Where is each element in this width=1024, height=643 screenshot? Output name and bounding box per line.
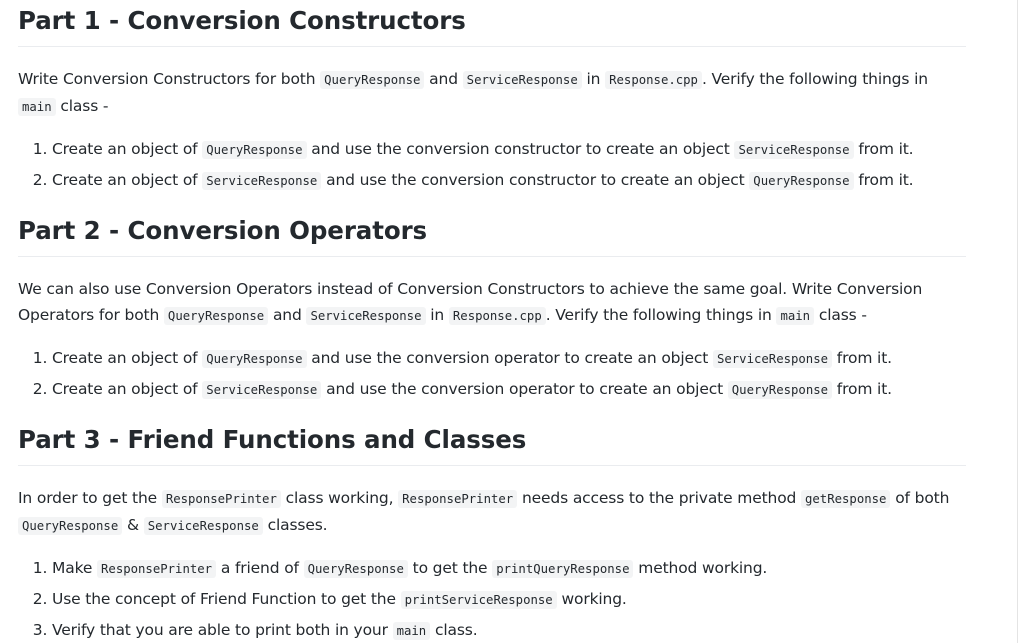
text-segment: Write Conversion Constructors for both bbox=[18, 70, 321, 88]
text-segment: class. bbox=[430, 621, 478, 639]
text-segment: from it. bbox=[853, 171, 914, 189]
list-item bbox=[52, 377, 966, 402]
code-query-response: QueryResponse bbox=[304, 560, 408, 578]
part1-list bbox=[18, 137, 966, 193]
text-segment: & bbox=[122, 515, 144, 534]
text-segment: in bbox=[425, 305, 449, 324]
text-segment: class working, bbox=[280, 489, 399, 507]
text-segment: a friend of bbox=[216, 559, 304, 577]
text-segment: classes. bbox=[262, 515, 328, 534]
text-segment: class - bbox=[814, 305, 867, 324]
code-main: main bbox=[18, 98, 56, 116]
text-segment: Create an object of bbox=[52, 349, 203, 367]
code-service-response: ServiceResponse bbox=[306, 307, 425, 325]
part1-paragraph bbox=[18, 67, 966, 120]
list-item bbox=[52, 168, 966, 193]
list-item bbox=[52, 587, 966, 612]
scrollbar[interactable] bbox=[1017, 0, 1024, 643]
text-segment: of both bbox=[890, 489, 950, 507]
part3-list bbox=[18, 556, 966, 643]
text-segment: and use the conversion constructor to create an object bbox=[321, 171, 750, 189]
heading-part3: Part 3 - Friend Functions and Classes bbox=[18, 423, 966, 466]
code-query-response: QueryResponse bbox=[18, 517, 122, 535]
list-item bbox=[52, 137, 966, 162]
text-segment: method working. bbox=[633, 559, 768, 577]
text-segment: Create an object of bbox=[52, 140, 203, 158]
code-response-cpp: Response.cpp bbox=[605, 71, 702, 89]
text-segment: and bbox=[424, 70, 463, 88]
text-segment: We can also use Conversion Operators instead of Conversion Constructors to achieve the same goal. Write Conversion Operators for both bbox=[18, 280, 923, 324]
code-print-query-response: printQueryResponse bbox=[492, 560, 633, 578]
text-segment: from it. bbox=[832, 380, 892, 398]
code-query-response: QueryResponse bbox=[320, 71, 424, 89]
code-query-response: QueryResponse bbox=[164, 307, 268, 325]
code-query-response: QueryResponse bbox=[728, 381, 832, 399]
text-segment: needs access to the private method bbox=[517, 489, 801, 507]
text-segment: . Verify the following things in bbox=[701, 70, 928, 88]
part2-list bbox=[18, 346, 966, 402]
code-get-response: getResponse bbox=[801, 490, 890, 508]
code-response-printer: ResponsePrinter bbox=[97, 560, 216, 578]
code-service-response: ServiceResponse bbox=[463, 71, 582, 89]
list-item bbox=[52, 556, 966, 581]
text-segment: class - bbox=[55, 96, 109, 115]
code-print-service-response: printServiceResponse bbox=[401, 591, 557, 609]
code-main: main bbox=[776, 307, 814, 325]
text-segment: . Verify the following things in bbox=[545, 305, 777, 324]
code-service-response: ServiceResponse bbox=[202, 381, 321, 399]
text-segment: and use the conversion operator to create an object bbox=[321, 380, 728, 398]
text-segment: and bbox=[268, 305, 307, 324]
text-segment: In order to get the bbox=[18, 489, 162, 507]
text-segment: and use the conversion constructor to create an object bbox=[306, 140, 735, 158]
text-segment: Use the concept of Friend Function to get the bbox=[52, 590, 401, 608]
code-response-printer: ResponsePrinter bbox=[398, 490, 517, 508]
text-segment: Make bbox=[52, 559, 98, 577]
text-segment: working. bbox=[556, 590, 627, 608]
list-item bbox=[52, 346, 966, 371]
code-query-response: QueryResponse bbox=[202, 350, 306, 368]
text-segment: from it. bbox=[853, 140, 914, 158]
code-service-response: ServiceResponse bbox=[734, 141, 853, 159]
text-segment: to get the bbox=[407, 559, 493, 577]
text-segment: and use the conversion operator to create an object bbox=[306, 349, 713, 367]
markdown-body bbox=[18, 0, 966, 643]
code-service-response: ServiceResponse bbox=[202, 172, 321, 190]
code-query-response: QueryResponse bbox=[749, 172, 853, 190]
code-main: main bbox=[393, 622, 431, 640]
heading-part1: Part 1 - Conversion Constructors bbox=[18, 4, 966, 47]
text-segment: Create an object of bbox=[52, 171, 203, 189]
list-item bbox=[52, 618, 966, 643]
code-query-response: QueryResponse bbox=[202, 141, 306, 159]
part3-paragraph bbox=[18, 486, 966, 539]
code-response-printer: ResponsePrinter bbox=[162, 490, 281, 508]
text-segment: in bbox=[581, 70, 606, 88]
text-segment: from it. bbox=[832, 349, 892, 367]
code-service-response: ServiceResponse bbox=[144, 517, 263, 535]
code-service-response: ServiceResponse bbox=[713, 350, 832, 368]
heading-part2: Part 2 - Conversion Operators bbox=[18, 214, 966, 257]
code-response-cpp: Response.cpp bbox=[449, 307, 546, 325]
part2-paragraph bbox=[18, 277, 966, 329]
text-segment: Verify that you are able to print both in your bbox=[52, 621, 393, 639]
text-segment: Create an object of bbox=[52, 380, 203, 398]
